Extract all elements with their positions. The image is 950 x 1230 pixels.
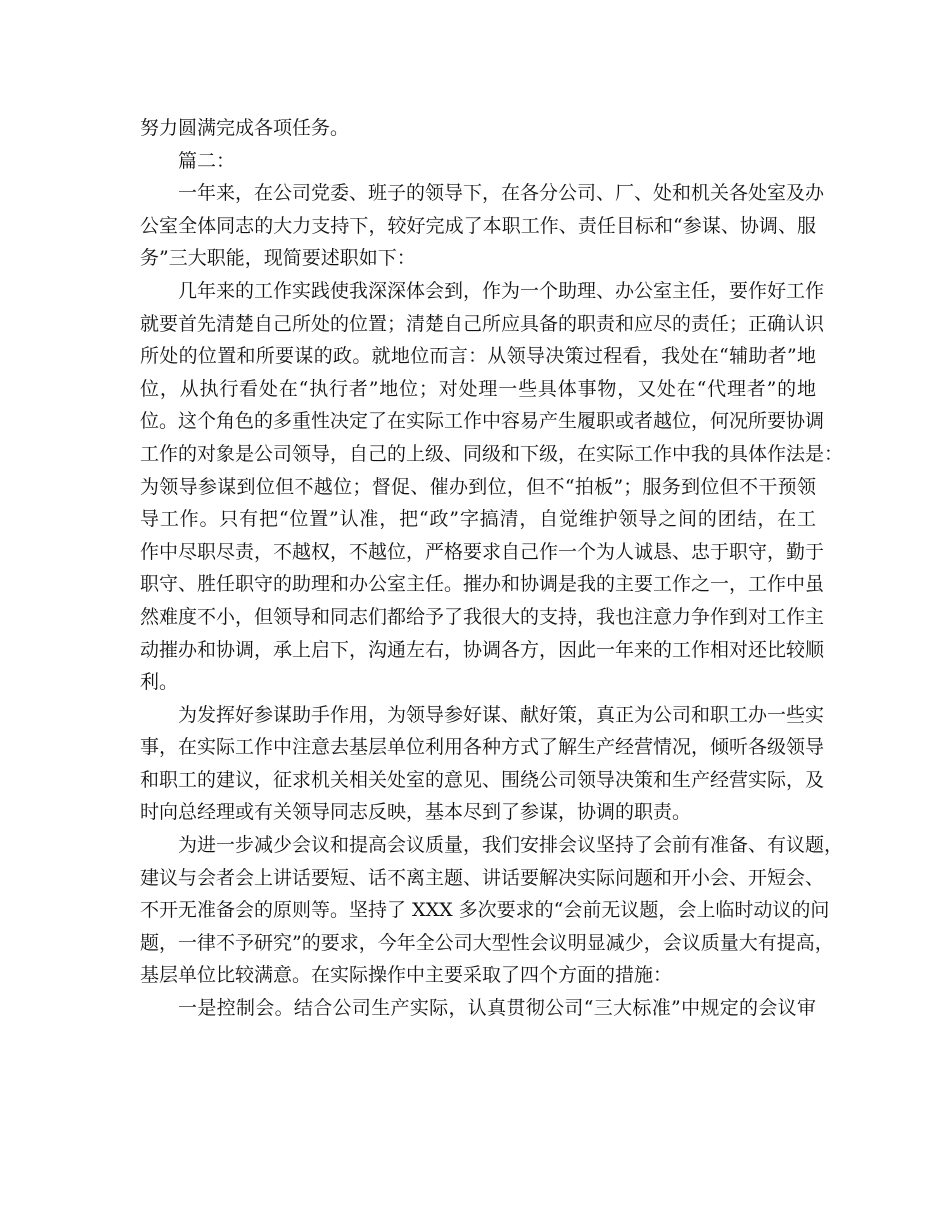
text-line: 公室全体同志的大力支持下，较好完成了本职工作、责任目标和“参谋、协调、服	[140, 214, 816, 237]
text-line: 几年来的工作实践使我深深体会到，作为一个助理、办公室主任，要作好工作	[178, 279, 825, 302]
text-line: 位。这个角色的多重性决定了在实际工作中容易产生履职或者越位，何况所要协调	[140, 410, 825, 433]
text-line: 位，从执行看处在“执行者”地位；对处理一些具体事物，又处在“代理者”的地	[140, 377, 816, 400]
text-line: 题，一律不予研究”的要求，今年全公司大型性会议明显减少，会议质量大有提高，	[140, 931, 834, 954]
text-line: 建议与会者会上讲话要短、话不离主题、讲话要解决实际问题和开小会、开短会、	[140, 866, 825, 889]
text-line: 然难度不小，但领导和同志们都给予了我很大的支持，我也注意力争作到对工作主	[140, 605, 825, 628]
text-line: 职守、胜任职守的助理和办公室主任。摧办和协调是我的主要工作之一，工作中虽	[140, 573, 825, 596]
text-line: 为发挥好参谋助手作用，为领导参好谋、献好策，真正为公司和职工办一些实	[178, 703, 825, 726]
text-line: 一年来，在公司党委、班子的领导下，在各分公司、厂、处和机关各处室及办	[178, 182, 825, 205]
text-line: 一是控制会。结合公司生产实际，认真贯彻公司“三大标准”中规定的会议审	[178, 997, 816, 1020]
text-line: 时向总经理或有关领导同志反映，基本尽到了参谋，协调的职责。	[140, 801, 692, 824]
text-line: 为进一步减少会议和提高会议质量，我们安排会议坚持了会前有准备、有议题，	[178, 834, 844, 857]
text-line: 作中尽职尽责，不越权，不越位，严格要求自己作一个为人诚恳、忠于职守，勤于	[140, 540, 825, 563]
text-line: 和职工的建议，征求机关相关处室的意见、围绕公司领导决策和生产经营实际，及	[140, 768, 825, 791]
text-line: 就要首先清楚自己所处的位置；清楚自己所应具备的职责和应尽的责任；正确认识	[140, 312, 825, 335]
text-line: 不开无准备会的原则等。坚持了 XXX 多次要求的“会前无议题，会上临时动议的问	[140, 899, 830, 922]
text-line: 务”三大职能，现简要述职如下：	[140, 247, 416, 270]
text-line: 所处的位置和所要谋的政。就地位而言：从领导决策过程看，我处在“辅助者”地	[140, 345, 816, 368]
text-line: 篇二：	[178, 149, 236, 172]
text-line: 努力圆满完成各项任务。	[140, 117, 350, 139]
text-line: 利。	[140, 671, 179, 694]
text-line: 工作的对象是公司领导，自己的上级、同级和下级，在实际工作中我的具体作法是：	[140, 442, 844, 465]
text-line: 动摧办和协调，承上启下，沟通左右，协调各方，因此一年来的工作相对还比较顺	[140, 638, 825, 661]
document-page	[140, 112, 844, 1025]
text-line: 基层单位比较满意。在实际操作中主要采取了四个方面的措施：	[140, 964, 673, 987]
text-line: 导工作。只有把“位置”认准，把“政”字搞清，自觉维护领导之间的团结，在工	[140, 508, 816, 531]
text-line: 为领导参谋到位但不越位；督促、催办到位，但不“拍板”；服务到位但不干预领	[140, 475, 816, 498]
text-line: 事，在实际工作中注意去基层单位利用各种方式了解生产经营情况，倾听各级领导	[140, 736, 825, 759]
